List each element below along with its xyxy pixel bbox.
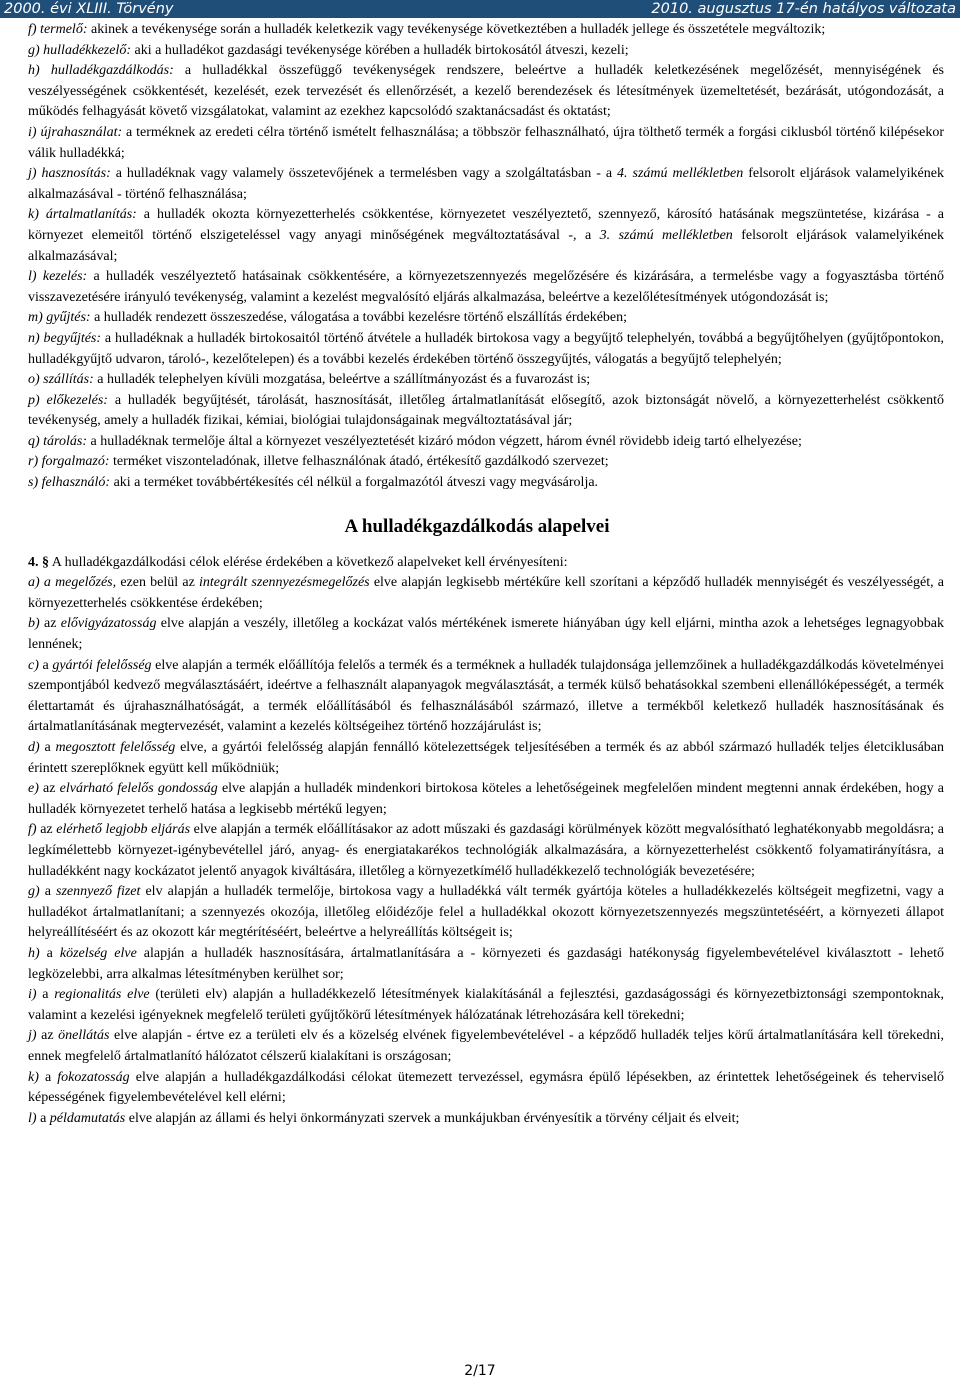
principle-name: fokozatosság <box>57 1069 130 1085</box>
document-body <box>10 20 944 1129</box>
principle-name: megosztott felelősség <box>55 740 176 755</box>
principle-text: elve, a gyártói felelősség alapján fennálló kötelezettségek teljesítésében a termék és az abból származó hulladék teljes életciklusában érintett szereplőknek együtt kell működniük; <box>28 740 945 776</box>
principle-text: elve alapján az állami és helyi önkormányzati szervek a munkájukban érvényesítik a törvény céljait és elveit; <box>125 1110 740 1126</box>
principles-list <box>10 573 944 1129</box>
definition-item <box>10 123 944 164</box>
principle-name: példamutatás <box>49 1110 126 1126</box>
definition-item <box>10 41 944 62</box>
principle-letter: a) a megelőzés, <box>28 575 117 591</box>
definition-term: r) forgalmazó: <box>28 454 110 470</box>
principle-text: elve alapján legkisebb mértékűre kell szorítani a képződő hulladék mennyiségét és veszélyességét, a környezetterhelés csökkentése érdekében; <box>28 575 945 611</box>
principle-article: a <box>39 945 60 961</box>
principle-name: elérhető legjobb eljárás <box>56 822 191 838</box>
principle-name: szennyező fizet <box>56 884 141 900</box>
definition-item <box>10 432 944 453</box>
principle-letter: f) <box>28 822 37 838</box>
principle-article: a <box>36 987 55 1003</box>
definition-term: k) ártalmatlanítás: <box>28 207 137 223</box>
definition-text: a hulladék begyűjtését, tárolását, hasznosítását, illetőleg ártalmatlanítását elősegítő, azok biztonságát növelő, a környezetterhelést csökkentő tevékenység, amely a hulladék fizikai, kémiai, biológiai tulajdonságainak megváltoztatásával jár; <box>28 392 944 429</box>
definition-term: h) hulladékgazdálkodás: <box>28 63 174 79</box>
principle-item <box>10 779 944 820</box>
definition-text: a hulladéknak a hulladék birtokosaitól történő átvétele a hulladék birtokosa vagy a begyűjtő telephelyén, továbbá a begyűjtőhelyen (gyűjtőpontokon, hulladékgyűjtő udvaron, tároló-, kezelőtelepen) és a további kezelés érdekében történő összegyűjtés, válogatás a begyűjtő telephelyén; <box>28 330 944 367</box>
definition-term: j) hasznosítás: <box>28 166 111 182</box>
principle-article: az <box>36 822 57 838</box>
definition-item <box>10 164 944 205</box>
definition-term: o) szállítás: <box>28 372 94 388</box>
principle-letter: e) <box>28 781 39 797</box>
header-version-date: 2010. augusztus 17-én hatályos változata <box>651 1 956 17</box>
definition-term: q) tárolás: <box>28 433 87 449</box>
definition-item <box>10 473 944 494</box>
paragraph-4-intro <box>10 553 944 574</box>
definition-term: m) gyűjtés: <box>28 310 91 326</box>
definition-text: terméket viszonteladónak, illetve felhasználónak átadó, értékesítő gazdálkodó szervezet; <box>109 454 609 470</box>
definition-text: a hulladéknak vagy valamely összetevőjének a termelésben vagy a szolgáltatásban - a <box>110 166 618 182</box>
principle-item <box>10 1026 944 1067</box>
section-title: A hulladékgazdálkodás alapelvei <box>344 515 610 537</box>
definition-text-cont: felsorolt eljárások valamelyikének alkalmazásával; <box>28 227 944 264</box>
principle-name: elővigyázatosság <box>60 616 157 632</box>
definition-text: a hulladék rendezett összeszedése, válogatása a további kezelésre történő elszállítás érdekében; <box>90 310 628 326</box>
principle-item <box>10 944 944 985</box>
principle-text: elve alapján a hulladékgazdálkodási célokat ütemezett tervezéssel, egymásra épülő lépésekben, az érintettek lehetőségeinek és teherviselő képességének figyelembevételével kell elérni; <box>28 1069 945 1106</box>
principle-letter: b) <box>28 616 40 632</box>
definition-text: a hulladék okozta környezetterhelés csökkentése, környezetet veszélyeztető, szennyező, károsító hatásának megszüntetése, kizárása - a környezet elemeitől történő elszigeteléssel vagy anyagi minőségének megváltoztatásával -, a <box>28 207 944 243</box>
definition-term: g) hulladékkezelő: <box>28 42 132 58</box>
principle-letter: d) <box>28 740 40 755</box>
paragraph-number: 4. § <box>28 554 49 570</box>
definition-item <box>10 308 944 329</box>
definition-text: aki a hulladékot gazdasági tevékenysége körében a hulladék birtokosától átveszi, kezeli; <box>131 42 629 58</box>
principle-item <box>10 820 944 882</box>
principle-item <box>10 573 944 614</box>
definition-text-cont: felsorolt eljárások valamelyikének alkalmazásával - történő felhasználása; <box>28 166 944 202</box>
definition-text: a hulladékkal összefüggő tevékenységek rendszere, beleértve a hulladék keletkezésének megelőzését, mennyiségének és veszélyességének csökkentését, kezelését, ezek tervezését és ellenőrzését, a kezelő berendezések és létesítmények üzemeltetését, bezárását, utógondozását, a működés felhagyását követő vizsgálatokat, valamint az ezekhez kapcsolódó szaktanácsadást és oktatást; <box>28 63 945 120</box>
principle-item <box>10 614 944 655</box>
definition-item <box>10 329 944 370</box>
principle-text: elve alapján a veszély, illetőleg a kockázat valós mértékének ismerete hiányában úgy kell eljárni, mintha azok a lehetséges legnagyobbak lennének; <box>28 616 944 653</box>
definition-item <box>10 391 944 432</box>
principle-name: önellátás <box>58 1028 110 1044</box>
principle-text: elve alapján a hulladék mindenkori birtokosa köteles a lehetőségeinek megfelelően mindent megtenni annak érdekében, hogy a hulladék környezetet terhelő hatása a legkisebb mértékű legyen; <box>28 781 944 817</box>
definitions-list <box>10 20 944 494</box>
definition-text: a terméknek az eredeti célra történő ismételt felhasználása; a többször felhasználható, újra tölthető termék a forgási ciklusból történő kilépésekor válik hulladékká; <box>28 124 945 161</box>
principle-letter: g) <box>28 884 40 900</box>
definition-text: aki a terméket továbbértékesítés cél nélkül a forgalmazótól átveszi vagy megvásárolja. <box>110 475 599 491</box>
definition-item <box>10 452 944 473</box>
principle-letter: i) <box>28 987 37 1003</box>
principle-article: a <box>38 1069 58 1085</box>
principle-name: elvárható felelős gondosság <box>59 781 218 797</box>
principle-letter: j) <box>28 1028 37 1044</box>
principle-item <box>10 985 944 1026</box>
definition-reference: 3. számú mellékletben <box>599 227 733 243</box>
principle-article: az <box>38 781 60 797</box>
definition-text: akinek a tevékenysége során a hulladék keletkezik vagy tevékenysége következtében a hulladék jellege és összetétele megváltozik; <box>87 22 826 37</box>
page-header <box>0 0 960 18</box>
definition-text: a hulladék veszélyeztető hatásainak csökkentésére, a környezetszennyezés megelőzésére és kizárására, a termelésbe vagy a fogyasztásba történő visszavezetésére irányuló tevékenység, valamint a kezelést megvalósító eljárás alkalmazása, beleértve a kezelőlétesítmények utógondozását is; <box>28 269 944 305</box>
definition-term: p) előkezelés: <box>28 392 108 408</box>
principle-text: elv alapján a hulladék termelője, birtokosa vagy a hulladékká vált termék gyártója köteles a hulladékkezelés költségeit megfizetni, vagy a hulladékot ártalmatlanítani; a szennyezés okozója, illetőleg előidézője felel a hulladékkal okozott környezetszennyezés megszüntetéséért, a környezeti állapot helyreállítéséért és az okozott kár megtérítéséért, beleértve a helyreállítás költségeit is; <box>28 884 944 941</box>
principle-letter: l) <box>28 1110 37 1126</box>
definition-term: s) felhasználó: <box>28 475 111 491</box>
definition-item <box>10 20 944 41</box>
definition-item <box>10 61 944 123</box>
principle-letter: h) <box>28 945 40 961</box>
definition-item <box>10 370 944 391</box>
principle-item <box>10 882 944 944</box>
principle-article: az <box>39 616 61 632</box>
principle-item <box>10 1068 944 1109</box>
principle-letter: k) <box>28 1069 39 1085</box>
principle-article: ezen belül az <box>116 575 199 591</box>
page-number: 2/17 <box>464 1363 496 1379</box>
principle-name: regionalitás elve <box>54 987 150 1003</box>
definition-text: a hulladék telephelyen kívüli mozgatása, beleértve a szállítmányozást és a fuvarozást is; <box>93 372 591 388</box>
definition-term: n) begyűjtés: <box>28 330 102 346</box>
definition-term: l) kezelés: <box>28 269 88 285</box>
principle-text: alapján a hulladék hasznosítására, ártalmatlanítására a - környezeti és gazdasági hatékonyság figyelembevételével kiválasztott - lehető legközelebbi, arra alkalmas létesítményben kerülhet sor; <box>28 945 944 982</box>
principle-text: (területi elv) alapján a hulladékkezelő létesítmények kialakításánál a fejlesztési, gazdaságossági és környezetbiztonsági szempontoknak, valamint a kezelési igényeknek megfelelő területi gyűjtőkörű létesítmények hálózatának létrehozására kell törekedni; <box>28 987 944 1023</box>
paragraph-intro-text: A hulladékgazdálkodási célok elérése érdekében a következő alapelveket kell érvényesíteni: <box>49 554 568 570</box>
principle-article: a <box>39 740 56 755</box>
header-law-title: 2000. évi XLIII. Törvény <box>4 1 174 17</box>
principle-item <box>10 738 944 779</box>
principle-item <box>10 1109 944 1130</box>
definition-term: f) termelő: <box>28 22 88 37</box>
definition-item <box>10 267 944 308</box>
principle-name: integrált szennyezésmegelőzés <box>199 575 370 591</box>
principle-article: az <box>36 1028 59 1044</box>
principle-item <box>10 656 944 738</box>
principle-article: a <box>39 884 57 900</box>
principle-article: a <box>38 657 53 673</box>
definition-text: a hulladéknak termelője által a környezet veszélyeztetését kizáró módon végzett, három évnél rövidebb ideig tartó elhelyezése; <box>86 433 802 449</box>
principle-name: közelség elve <box>59 945 137 961</box>
definition-term: i) újrahasználat: <box>28 124 123 140</box>
definition-item <box>10 205 944 267</box>
principle-text: elve alapján - értve ez a területi elv és a közelség elvének figyelembevételével - a képződő hulladék teljes körű ártalmatlanítására kell törekedni, ennek megfelelő ártalmatlanító hálózatot célszerű kialakítani is országosan; <box>28 1028 944 1064</box>
principle-article: a <box>36 1110 50 1126</box>
principle-text: elve alapján a termék előállítója felelős a termék és a terméknek a hulladék tulajdonsága jellemzőinek a hulladékgazdálkodás követelményei szempontjából kedvező megválasztásáért, ideértve a felhasznált alapanyagok megválasztását, a termék külső behatásokkal szembeni ellenállóképességét, a termék élettartamát és újrahasználhatóságát, a termék előállításából és felhasználásából származó, illetve a termékből keletkező hulladék hasznosításának és ártalmatlanításának megtervezését, valamint a kezelés költségeihez történő hozzájárulást is; <box>28 657 945 735</box>
definition-reference: 4. számú mellékletben <box>617 166 744 182</box>
principle-letter: c) <box>28 657 39 673</box>
principle-text: elve alapján a termék előállításakor az adott műszaki és gazdasági körülmények között megvalósítható leghatékonyabb megoldásra; a legkímélettebb környezet-igénybevétellel járó, anyag- és energiatakarékos technológiák alkalmazására, a környezetterhelést csökkentő folyamatirányításra, a hulladékként nagy kockázatot jelentő anyagok kiváltására, illetőleg a környezetkímélő hulladékkezelő technológiák bevezetésére; <box>28 822 944 879</box>
principle-name: gyártói felelősség <box>52 657 152 673</box>
